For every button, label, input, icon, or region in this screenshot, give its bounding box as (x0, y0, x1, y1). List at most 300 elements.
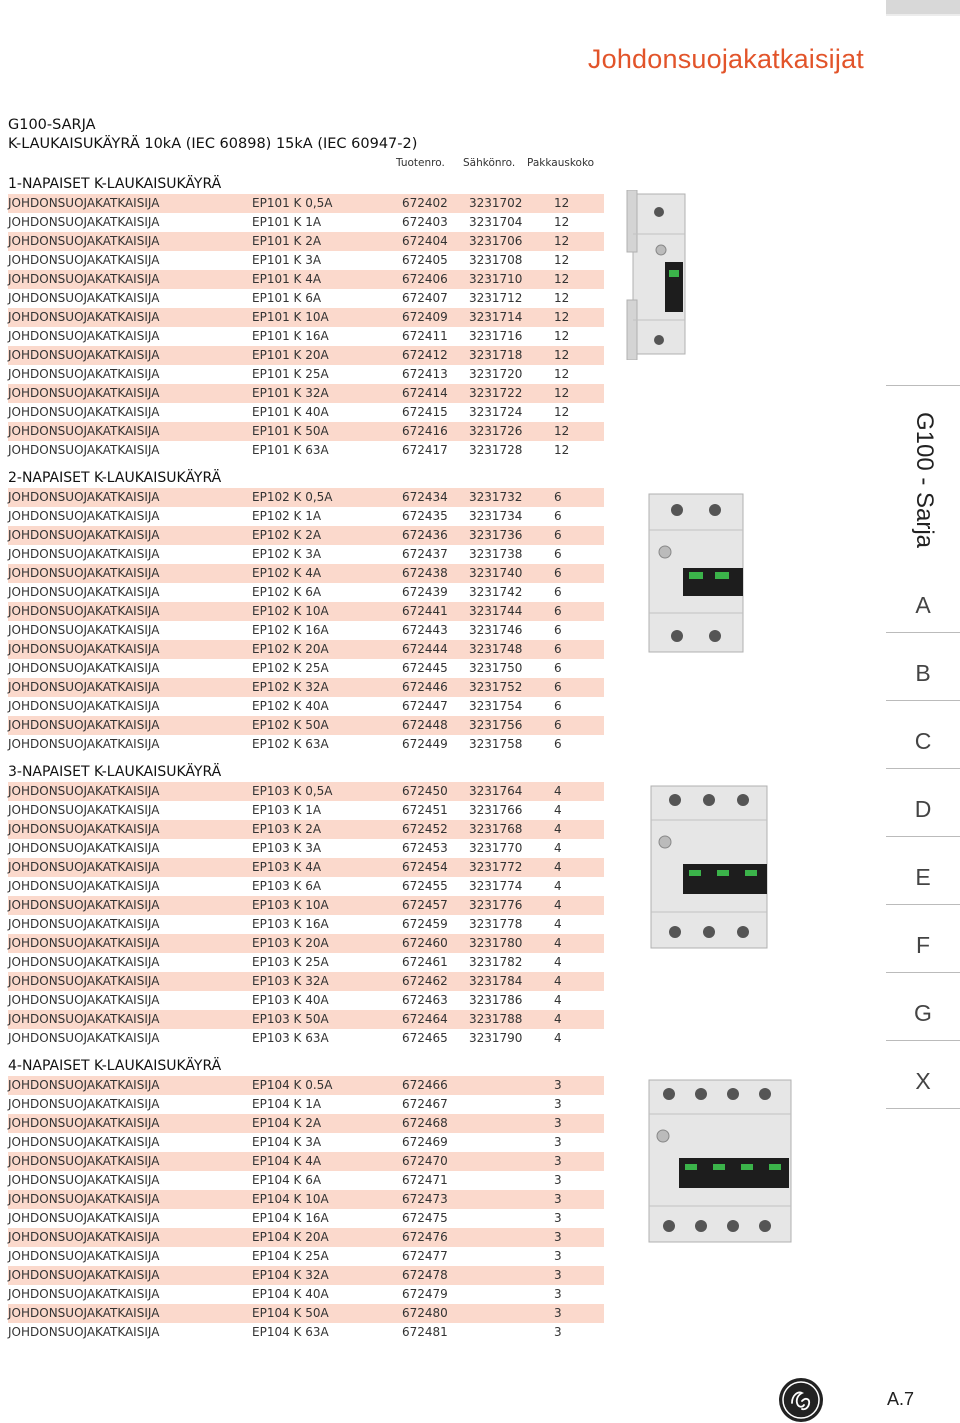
product-code: EP104 K 0.5A (252, 1078, 333, 1092)
product-name: JOHDONSUOJAKATKAISIJA (8, 1249, 160, 1263)
product-number: 672443 (402, 623, 448, 637)
product-code: EP103 K 32A (252, 974, 329, 988)
table-row (8, 839, 604, 858)
product-number: 672416 (402, 424, 448, 438)
product-number: 672462 (402, 974, 448, 988)
electrical-number: 3231772 (469, 860, 523, 874)
electrical-number: 3231704 (469, 215, 523, 229)
table-row (8, 858, 604, 877)
product-number: 672454 (402, 860, 448, 874)
sidebar-series-label (904, 410, 944, 550)
product-code: EP103 K 20A (252, 936, 329, 950)
electrical-number: 3231776 (469, 898, 523, 912)
product-code: EP103 K 3A (252, 841, 322, 855)
product-number: 672467 (402, 1097, 448, 1111)
product-code: EP103 K 4A (252, 860, 322, 874)
product-name: JOHDONSUOJAKATKAISIJA (8, 509, 160, 523)
pack-size: 4 (554, 822, 562, 836)
pack-size: 6 (554, 509, 562, 523)
pack-size: 3 (554, 1097, 562, 1111)
product-code: EP102 K 16A (252, 623, 329, 637)
pack-size: 12 (554, 253, 570, 267)
sidebar-letter-index (886, 565, 960, 1109)
product-tables (8, 175, 604, 1342)
series-subtitle: K-LAUKAISUKÄYRÄ 10kA (IEC 60898) 15kA (IEC 60947-2) (8, 136, 418, 152)
product-number: 672434 (402, 490, 448, 504)
product-number: 672417 (402, 443, 448, 457)
product-code: EP104 K 50A (252, 1306, 329, 1320)
product-name: JOHDONSUOJAKATKAISIJA (8, 1306, 160, 1320)
pack-size: 12 (554, 367, 570, 381)
electrical-number: 3231786 (469, 993, 523, 1007)
product-code: EP101 K 50A (252, 424, 329, 438)
pack-size: 3 (554, 1287, 562, 1301)
product-number: 672475 (402, 1211, 448, 1225)
product-name: JOHDONSUOJAKATKAISIJA (8, 215, 160, 229)
sidebar-letter-b[interactable]: B (886, 633, 960, 701)
product-number: 672452 (402, 822, 448, 836)
product-code: EP104 K 20A (252, 1230, 329, 1244)
pack-size: 6 (554, 718, 562, 732)
product-number: 672413 (402, 367, 448, 381)
table-row (8, 934, 604, 953)
pack-size: 12 (554, 196, 570, 210)
pack-size: 3 (554, 1249, 562, 1263)
product-code: EP102 K 3A (252, 547, 322, 561)
table-row (8, 1114, 604, 1133)
product-code: EP103 K 63A (252, 1031, 329, 1045)
table-row (8, 1285, 604, 1304)
product-name: JOHDONSUOJAKATKAISIJA (8, 547, 160, 561)
pack-size: 3 (554, 1325, 562, 1339)
table-row (8, 507, 604, 526)
product-number: 672412 (402, 348, 448, 362)
product-number: 672457 (402, 898, 448, 912)
table-row (8, 640, 604, 659)
product-name: JOHDONSUOJAKATKAISIJA (8, 993, 160, 1007)
product-name: JOHDONSUOJAKATKAISIJA (8, 784, 160, 798)
product-name: JOHDONSUOJAKATKAISIJA (8, 1097, 160, 1111)
product-name: JOHDONSUOJAKATKAISIJA (8, 386, 160, 400)
product-number: 672459 (402, 917, 448, 931)
pack-size: 3 (554, 1306, 562, 1320)
product-code: EP104 K 25A (252, 1249, 329, 1263)
product-name: JOHDONSUOJAKATKAISIJA (8, 1154, 160, 1168)
product-code: EP102 K 10A (252, 604, 329, 618)
table-row (8, 716, 604, 735)
product-code: EP103 K 16A (252, 917, 329, 931)
table-row (8, 289, 604, 308)
product-code: EP101 K 20A (252, 348, 329, 362)
product-number: 672455 (402, 879, 448, 893)
table-row (8, 1247, 604, 1266)
electrical-number: 3231718 (469, 348, 523, 362)
pack-size: 6 (554, 585, 562, 599)
product-number: 672403 (402, 215, 448, 229)
sidebar-letter-x[interactable]: X (886, 1041, 960, 1109)
electrical-number: 3231740 (469, 566, 523, 580)
product-name: JOHDONSUOJAKATKAISIJA (8, 803, 160, 817)
electrical-number: 3231742 (469, 585, 523, 599)
electrical-number: 3231758 (469, 737, 523, 751)
product-name: JOHDONSUOJAKATKAISIJA (8, 737, 160, 751)
table-row (8, 327, 604, 346)
table-row (8, 602, 604, 621)
table-row (8, 801, 604, 820)
product-code: EP103 K 0,5A (252, 784, 333, 798)
product-number: 672468 (402, 1116, 448, 1130)
product-number: 672414 (402, 386, 448, 400)
table-row (8, 953, 604, 972)
table-row (8, 697, 604, 716)
electrical-number: 3231750 (469, 661, 523, 675)
product-name: JOHDONSUOJAKATKAISIJA (8, 642, 160, 656)
sidebar-letter-g[interactable]: G (886, 973, 960, 1041)
table-row (8, 896, 604, 915)
pack-size: 12 (554, 348, 570, 362)
section-title: 2-NAPAISET K-LAUKAISUKÄYRÄ (8, 470, 222, 486)
table-row (8, 1323, 604, 1342)
pack-size: 3 (554, 1268, 562, 1282)
product-name: JOHDONSUOJAKATKAISIJA (8, 841, 160, 855)
product-number: 672437 (402, 547, 448, 561)
pack-size: 12 (554, 215, 570, 229)
electrical-number: 3231708 (469, 253, 523, 267)
product-code: EP104 K 4A (252, 1154, 322, 1168)
product-name: JOHDONSUOJAKATKAISIJA (8, 234, 160, 248)
table-row (8, 213, 604, 232)
corner-tab-edge (886, 14, 960, 16)
product-number: 672406 (402, 272, 448, 286)
product-code: EP101 K 63A (252, 443, 329, 457)
product-name: JOHDONSUOJAKATKAISIJA (8, 196, 160, 210)
product-number: 672436 (402, 528, 448, 542)
product-name: JOHDONSUOJAKATKAISIJA (8, 1078, 160, 1092)
product-name: JOHDONSUOJAKATKAISIJA (8, 898, 160, 912)
product-code: EP102 K 2A (252, 528, 322, 542)
electrical-number: 3231782 (469, 955, 523, 969)
product-number: 672450 (402, 784, 448, 798)
product-code: EP103 K 10A (252, 898, 329, 912)
product-number: 672407 (402, 291, 448, 305)
pack-size: 4 (554, 955, 562, 969)
section-title: 1-NAPAISET K-LAUKAISUKÄYRÄ (8, 176, 222, 192)
product-name: JOHDONSUOJAKATKAISIJA (8, 310, 160, 324)
electrical-number: 3231722 (469, 386, 523, 400)
electrical-number: 3231754 (469, 699, 523, 713)
electrical-number: 3231712 (469, 291, 523, 305)
product-number: 672465 (402, 1031, 448, 1045)
product-number: 672464 (402, 1012, 448, 1026)
column-header-product-no: Tuotenro. (396, 157, 445, 169)
product-code: EP103 K 6A (252, 879, 322, 893)
electrical-number: 3231716 (469, 329, 523, 343)
product-number: 672445 (402, 661, 448, 675)
sidebar-series-text: G100 - Sarja (911, 411, 938, 549)
ge-logo-icon (778, 1377, 824, 1423)
product-code: EP102 K 50A (252, 718, 329, 732)
pack-size: 3 (554, 1211, 562, 1225)
product-code: EP104 K 16A (252, 1211, 329, 1225)
pack-size: 12 (554, 329, 570, 343)
product-number: 672470 (402, 1154, 448, 1168)
column-header-pack-size: Pakkauskoko (527, 157, 595, 169)
product-name: JOHDONSUOJAKATKAISIJA (8, 879, 160, 893)
table-row (8, 1133, 604, 1152)
pack-size: 3 (554, 1116, 562, 1130)
pack-size: 12 (554, 386, 570, 400)
sidebar-letter-a[interactable]: A (886, 565, 960, 633)
electrical-number: 3231744 (469, 604, 523, 618)
product-name: JOHDONSUOJAKATKAISIJA (8, 680, 160, 694)
electrical-number: 3231746 (469, 623, 523, 637)
electrical-number: 3231784 (469, 974, 523, 988)
product-number: 672415 (402, 405, 448, 419)
pack-size: 12 (554, 291, 570, 305)
table-row (8, 1171, 604, 1190)
pack-size: 12 (554, 272, 570, 286)
product-code: EP104 K 32A (252, 1268, 329, 1282)
product-code: EP101 K 6A (252, 291, 322, 305)
product-number: 672447 (402, 699, 448, 713)
product-number: 672473 (402, 1192, 448, 1206)
electrical-number: 3231770 (469, 841, 523, 855)
product-code: EP101 K 0,5A (252, 196, 333, 210)
page-title: Johdonsuojakatkaisijat (587, 44, 864, 74)
product-number: 672476 (402, 1230, 448, 1244)
electrical-number: 3231756 (469, 718, 523, 732)
electrical-number: 3231732 (469, 490, 523, 504)
product-code: EP104 K 2A (252, 1116, 322, 1130)
table-row (8, 877, 604, 896)
product-name: JOHDONSUOJAKATKAISIJA (8, 1230, 160, 1244)
page-number: A.7 (886, 1389, 914, 1409)
product-code: EP104 K 40A (252, 1287, 329, 1301)
product-code: EP102 K 20A (252, 642, 329, 656)
pack-size: 6 (554, 547, 562, 561)
pack-size: 6 (554, 699, 562, 713)
table-row (8, 194, 604, 213)
table-row (8, 422, 604, 441)
product-code: EP102 K 40A (252, 699, 329, 713)
electrical-number: 3231764 (469, 784, 523, 798)
product-number: 672446 (402, 680, 448, 694)
pack-size: 3 (554, 1173, 562, 1187)
pack-size: 6 (554, 661, 562, 675)
product-number: 672435 (402, 509, 448, 523)
sidebar-letter-e[interactable]: E (886, 837, 960, 905)
pack-size: 12 (554, 405, 570, 419)
electrical-number: 3231734 (469, 509, 523, 523)
product-number: 672438 (402, 566, 448, 580)
product-name: JOHDONSUOJAKATKAISIJA (8, 424, 160, 438)
electrical-number: 3231790 (469, 1031, 523, 1045)
pack-size: 4 (554, 917, 562, 931)
pack-size: 3 (554, 1154, 562, 1168)
electrical-number: 3231778 (469, 917, 523, 931)
pack-size: 6 (554, 528, 562, 542)
product-number: 672449 (402, 737, 448, 751)
table-row (8, 441, 604, 460)
electrical-number: 3231774 (469, 879, 523, 893)
table-row (8, 346, 604, 365)
product-name: JOHDONSUOJAKATKAISIJA (8, 623, 160, 637)
product-name: JOHDONSUOJAKATKAISIJA (8, 367, 160, 381)
product-name: JOHDONSUOJAKATKAISIJA (8, 699, 160, 713)
product-number: 672441 (402, 604, 448, 618)
electrical-number: 3231748 (469, 642, 523, 656)
product-number: 672478 (402, 1268, 448, 1282)
table-row (8, 564, 604, 583)
sidebar-letter-f[interactable]: F (886, 905, 960, 973)
product-name: JOHDONSUOJAKATKAISIJA (8, 1211, 160, 1225)
pack-size: 4 (554, 1012, 562, 1026)
pack-size: 4 (554, 784, 562, 798)
pack-size: 4 (554, 1031, 562, 1045)
electrical-number: 3231702 (469, 196, 523, 210)
product-code: EP101 K 4A (252, 272, 322, 286)
sidebar-divider (886, 385, 960, 386)
table-row (8, 526, 604, 545)
product-code: EP104 K 63A (252, 1325, 329, 1339)
product-number: 672444 (402, 642, 448, 656)
product-number: 672469 (402, 1135, 448, 1149)
product-name: JOHDONSUOJAKATKAISIJA (8, 822, 160, 836)
section-title: 3-NAPAISET K-LAUKAISUKÄYRÄ (8, 764, 222, 780)
product-code: EP104 K 1A (252, 1097, 322, 1111)
pack-size: 4 (554, 898, 562, 912)
product-number: 672460 (402, 936, 448, 950)
section-title: 4-NAPAISET K-LAUKAISUKÄYRÄ (8, 1058, 222, 1074)
electrical-number: 3231726 (469, 424, 523, 438)
product-name: JOHDONSUOJAKATKAISIJA (8, 1325, 160, 1339)
sidebar-letter-d[interactable]: D (886, 769, 960, 837)
product-code: EP102 K 32A (252, 680, 329, 694)
table-row (8, 1304, 604, 1323)
product-number: 672411 (402, 329, 448, 343)
product-number: 672466 (402, 1078, 448, 1092)
series-heading (8, 116, 417, 154)
product-code: EP102 K 0,5A (252, 490, 333, 504)
product-code: EP101 K 1A (252, 215, 322, 229)
pack-size: 4 (554, 879, 562, 893)
product-name: JOHDONSUOJAKATKAISIJA (8, 443, 160, 457)
product-name: JOHDONSUOJAKATKAISIJA (8, 1031, 160, 1045)
product-code: EP104 K 3A (252, 1135, 322, 1149)
pack-size: 6 (554, 737, 562, 751)
product-number: 672479 (402, 1287, 448, 1301)
table-row (8, 583, 604, 602)
product-name: JOHDONSUOJAKATKAISIJA (8, 860, 160, 874)
pack-size: 3 (554, 1078, 562, 1092)
product-name: JOHDONSUOJAKATKAISIJA (8, 253, 160, 267)
product-code: EP101 K 32A (252, 386, 329, 400)
table-row (8, 1228, 604, 1247)
product-name: JOHDONSUOJAKATKAISIJA (8, 936, 160, 950)
pack-size: 3 (554, 1192, 562, 1206)
product-name: JOHDONSUOJAKATKAISIJA (8, 1192, 160, 1206)
product-name: JOHDONSUOJAKATKAISIJA (8, 528, 160, 542)
table-row (8, 488, 604, 507)
product-name: JOHDONSUOJAKATKAISIJA (8, 661, 160, 675)
breaker-4-pole-image (645, 1074, 795, 1249)
product-name: JOHDONSUOJAKATKAISIJA (8, 490, 160, 504)
product-code: EP102 K 63A (252, 737, 329, 751)
table-row (8, 972, 604, 991)
product-name: JOHDONSUOJAKATKAISIJA (8, 585, 160, 599)
table-row (8, 782, 604, 801)
table-row (8, 270, 604, 289)
electrical-number: 3231736 (469, 528, 523, 542)
table-row (8, 365, 604, 384)
breaker-3-pole-image (647, 780, 772, 955)
product-number: 672405 (402, 253, 448, 267)
product-number: 672477 (402, 1249, 448, 1263)
product-name: JOHDONSUOJAKATKAISIJA (8, 291, 160, 305)
sidebar-letter-c[interactable]: C (886, 701, 960, 769)
product-name: JOHDONSUOJAKATKAISIJA (8, 348, 160, 362)
product-code: EP103 K 2A (252, 822, 322, 836)
table-row (8, 1190, 604, 1209)
electrical-number: 3231720 (469, 367, 523, 381)
pack-size: 6 (554, 680, 562, 694)
product-number: 672471 (402, 1173, 448, 1187)
product-code: EP103 K 25A (252, 955, 329, 969)
pack-size: 4 (554, 860, 562, 874)
table-row (8, 621, 604, 640)
product-code: EP101 K 10A (252, 310, 329, 324)
product-name: JOHDONSUOJAKATKAISIJA (8, 917, 160, 931)
product-number: 672453 (402, 841, 448, 855)
pack-size: 4 (554, 974, 562, 988)
table-row (8, 659, 604, 678)
breaker-1-pole-image (625, 190, 695, 360)
product-number: 672404 (402, 234, 448, 248)
table-row (8, 1095, 604, 1114)
pack-size: 12 (554, 443, 570, 457)
table-row (8, 1209, 604, 1228)
product-name: JOHDONSUOJAKATKAISIJA (8, 1135, 160, 1149)
table-row (8, 251, 604, 270)
product-number: 672402 (402, 196, 448, 210)
electrical-number: 3231766 (469, 803, 523, 817)
product-name: JOHDONSUOJAKATKAISIJA (8, 718, 160, 732)
pack-size: 4 (554, 803, 562, 817)
pack-size: 4 (554, 841, 562, 855)
product-code: EP101 K 16A (252, 329, 329, 343)
product-code: EP102 K 6A (252, 585, 322, 599)
pack-size: 12 (554, 310, 570, 324)
pack-size: 12 (554, 424, 570, 438)
product-name: JOHDONSUOJAKATKAISIJA (8, 1116, 160, 1130)
table-row (8, 915, 604, 934)
pack-size: 4 (554, 936, 562, 950)
product-code: EP104 K 6A (252, 1173, 322, 1187)
pack-size: 3 (554, 1230, 562, 1244)
product-code: EP102 K 25A (252, 661, 329, 675)
product-name: JOHDONSUOJAKATKAISIJA (8, 1012, 160, 1026)
product-number: 672448 (402, 718, 448, 732)
pack-size: 6 (554, 642, 562, 656)
electrical-number: 3231714 (469, 310, 523, 324)
product-number: 672463 (402, 993, 448, 1007)
pack-size: 3 (554, 1135, 562, 1149)
product-code: EP104 K 10A (252, 1192, 329, 1206)
product-code: EP101 K 25A (252, 367, 329, 381)
product-code: EP102 K 4A (252, 566, 322, 580)
electrical-number: 3231738 (469, 547, 523, 561)
product-number: 672461 (402, 955, 448, 969)
